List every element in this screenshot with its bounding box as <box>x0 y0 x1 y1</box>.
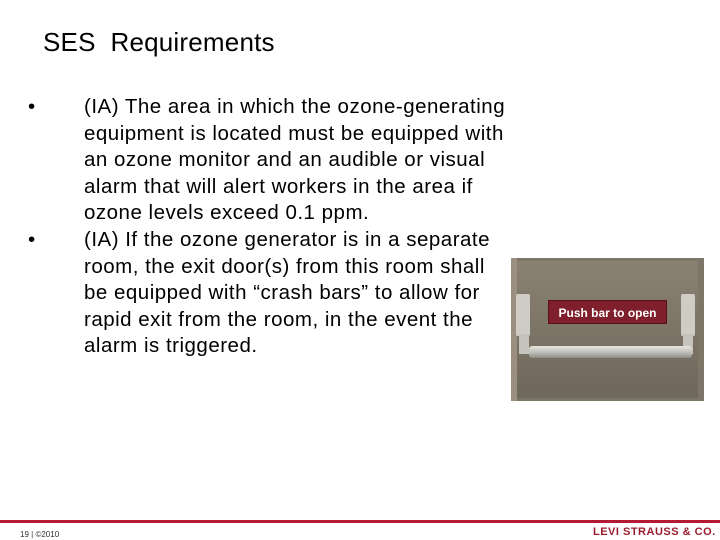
door-panel <box>517 261 698 398</box>
bullet-list <box>28 94 513 360</box>
footer-info <box>20 530 59 539</box>
crash-bar-door-photo <box>511 258 704 401</box>
push-bar-sign: Push bar to open <box>548 300 667 324</box>
bullet-marker: • <box>28 95 36 118</box>
page-number: 19 <box>20 530 29 539</box>
bullet-text: (IA) The area in which the ozone-generating equipment is located must be equipped with an ozone monitor and an audible or visual alarm that will alert workers in the area if ozone levels exceed 0.1 ppm. <box>84 95 506 225</box>
bullet-item <box>28 94 513 227</box>
footer-divider <box>0 520 720 523</box>
crash-bar <box>529 346 692 358</box>
bullet-marker: • <box>28 227 36 251</box>
slide-title: SES Requirements <box>43 27 275 57</box>
bullet-item <box>28 227 513 360</box>
footer-separator: | <box>31 530 34 539</box>
crash-bar-mount-left <box>516 294 530 336</box>
bullet-text: (IA) If the ozone generator is in a separate room, the exit door(s) from this room shall be equipped with “crash bars” to allow for rapid exit from the room, in the event the alarm is triggered. <box>84 227 491 358</box>
company-logo: LEVI STRAUSS & CO. <box>593 526 716 538</box>
crash-bar-arm-left <box>519 334 529 354</box>
crash-bar-mount-right <box>681 294 695 336</box>
copyright-text: ©2010 <box>35 530 60 539</box>
